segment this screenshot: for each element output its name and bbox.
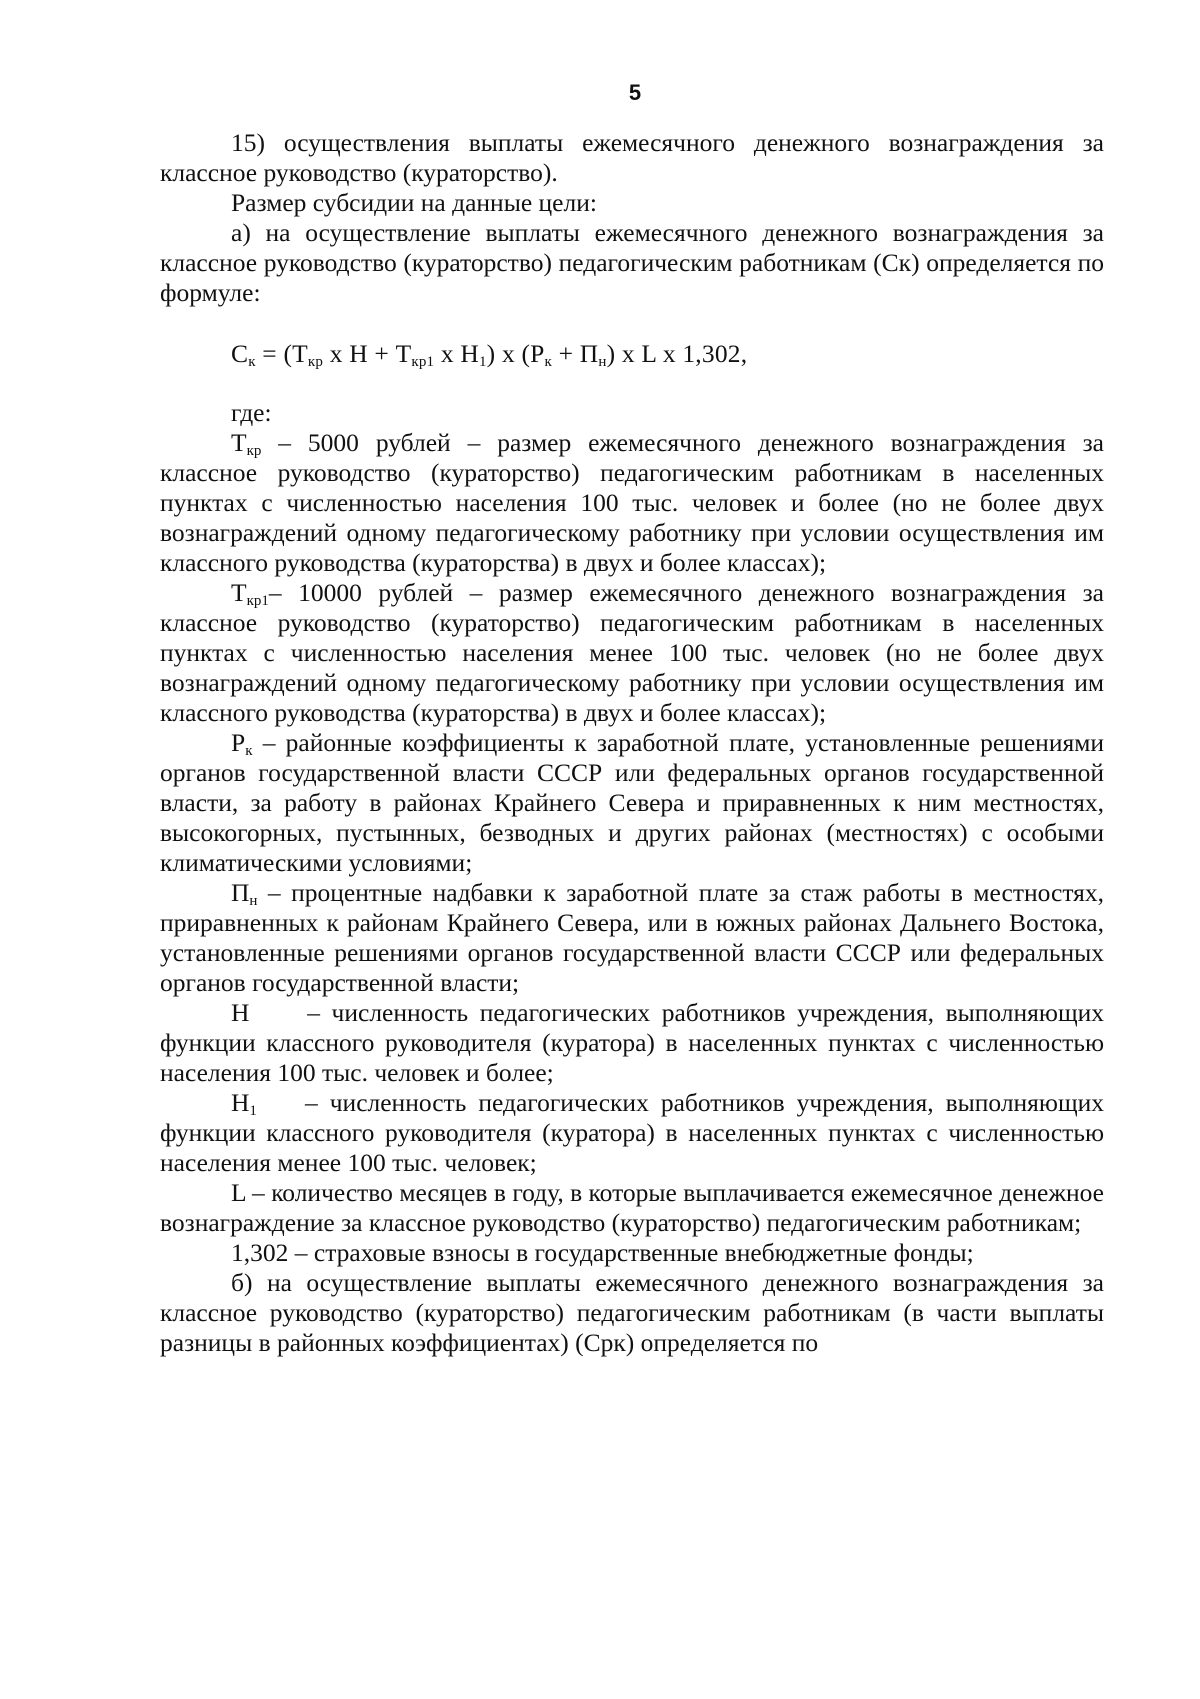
document-body xyxy=(160,128,1104,1358)
where-label: где: xyxy=(231,398,272,427)
page-number: 5 xyxy=(628,80,642,105)
definition-pn: $П_н$ – процентные надбавки к заработной плате за стаж работы в местностях, приравненных к районам Крайнего Севера, или в южных районах Дальнего Востока, установленные решениями органов государственной власти СССР или федеральных органов государственной власти; xyxy=(160,878,1104,997)
definition-rk: $Р_к$ – районные коэффициенты к заработной плате, установленные решениями органов государственной власти СССР или федеральных органов государственной власти, за работу в районах Крайнего Севера и приравненных к ним местностях, высокогорных, пустынных, безводных и других районах (местностях) с особыми климатическими условиями; xyxy=(160,728,1104,877)
definition-tkr: $Т_{кр} - 5000$ рублей – размер ежемесячного денежного вознаграждения за классное руководство (кураторство) педагогическим работникам в населенных пунктах с численностью населения 100 тыс. человек и более (но не более двух вознаграждений одному педагогическому работнику при условии осуществления им классного руководства (кураторства) в двух и более классах); xyxy=(160,428,1104,577)
paragraph-a: а) на осуществление выплаты ежемесячного денежного вознаграждения за классное руководство (кураторство) педагогическим работникам (Ск) определяется по формуле: xyxy=(160,218,1104,307)
definition-n: Н – численность педагогических работников учреждения, выполняющих функции классного руководителя (куратора) в населенных пунктах с численностью населения 100 тыс. человек и более; xyxy=(160,998,1104,1087)
definition-l: L – количество месяцев в году, в которые выплачивается ежемесячное денежное вознаграждение за классное руководство (кураторство) педагогическим работникам; xyxy=(160,1178,1104,1237)
paragraph-item-15: 15) осуществления выплаты ежемесячного денежного вознаграждения за классное руководство (кураторство). xyxy=(160,128,1104,187)
paragraph-subsidy-size: Размер субсидии на данные цели: xyxy=(231,188,597,217)
paragraph-b: б) на осуществление выплаты ежемесячного денежного вознаграждения за классное руководство (кураторство) педагогическим работникам (в части выплаты разницы в районных коэффициентах) (Срк) определяется по xyxy=(160,1268,1104,1357)
definition-insurance: 1,302 – страховые взносы в государственные внебюджетные фонды; xyxy=(231,1238,974,1267)
definition-tkr1: $Т_{кр1}-$ 10000 рублей – размер ежемесячного денежного вознаграждения за классное руководство (кураторство) педагогическим работникам в населенных пунктах с численностью населения менее 100 тыс. человек (но не более двух вознаграждений одному педагогическому работнику при условии осуществления им классного руководства (кураторства) в двух и более классах); xyxy=(160,578,1104,727)
definition-n1: $Н_1$ – численность педагогических работников учреждения, выполняющих функции классного руководителя (куратора) в населенных пунктах с численностью населения менее 100 тыс. человек; xyxy=(160,1088,1104,1177)
formula-ck: $С_к = (Т_{кр}$ x $Н + Т_{кр1}$ x $Н_1$) x $(Р_к + П_н)$ x L x 1,302, xyxy=(231,339,748,370)
